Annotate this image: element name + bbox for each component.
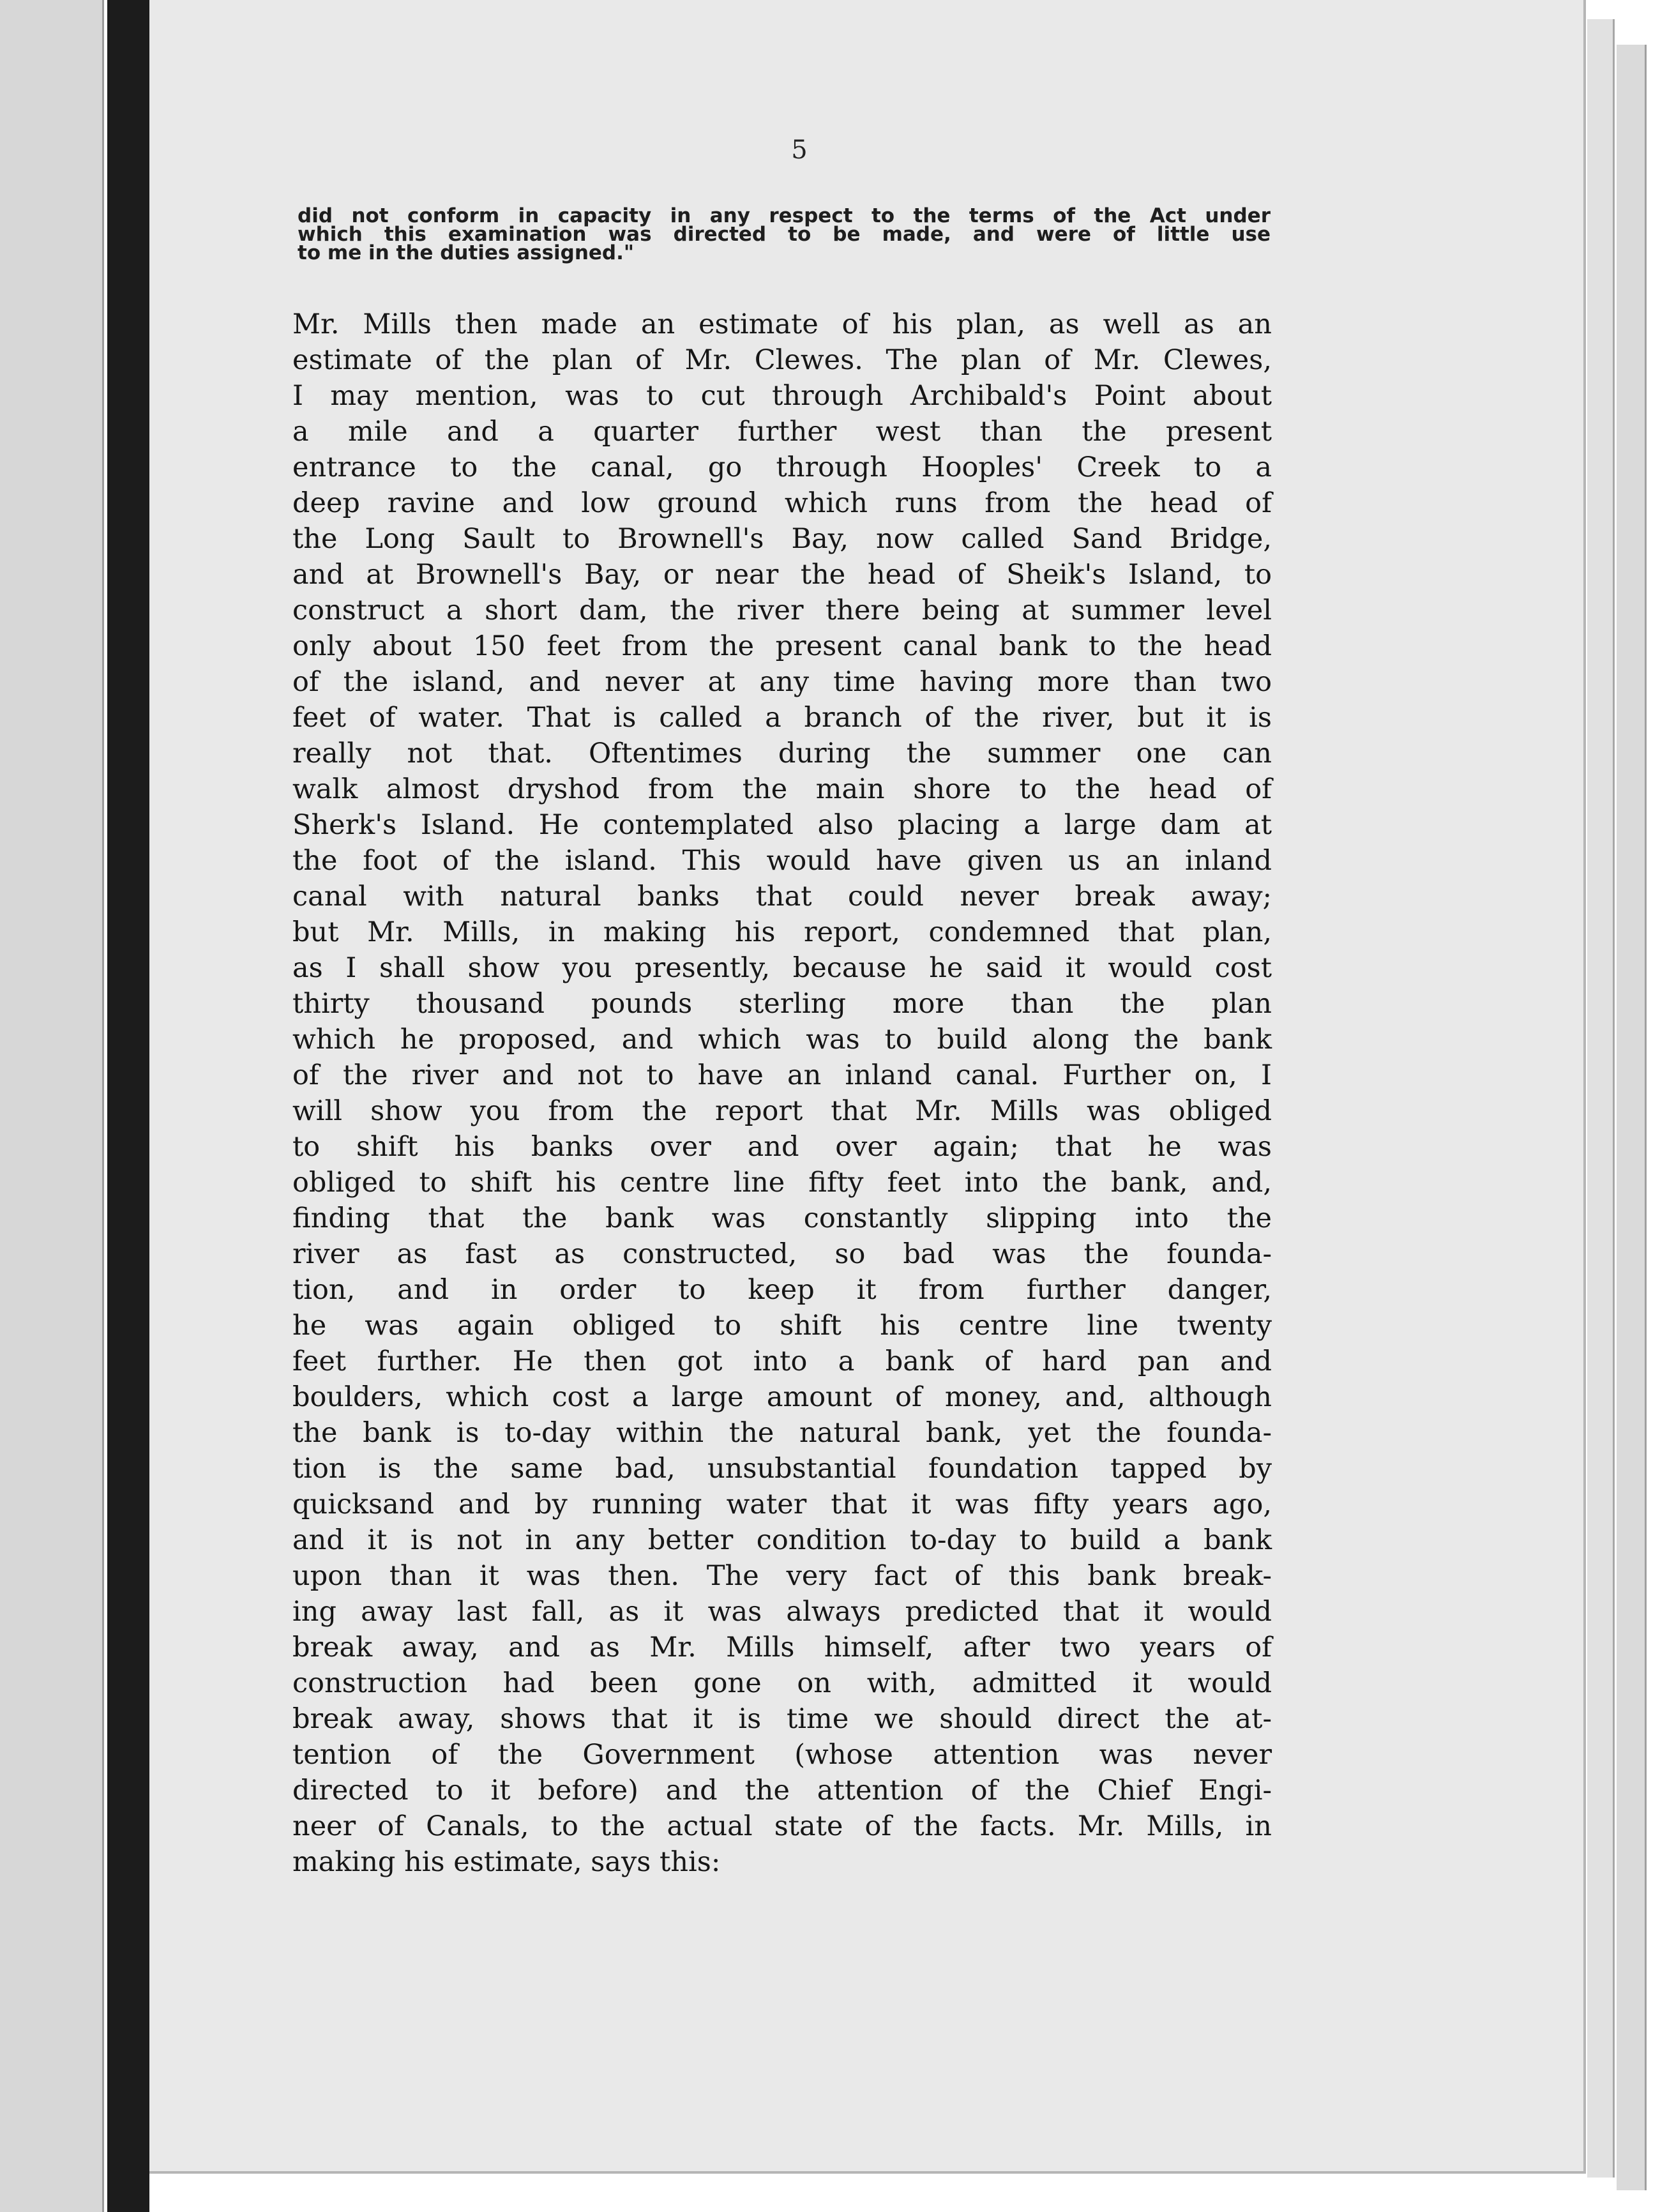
text-line: boulders, which cost a large amount of money, and, although: [292, 1381, 1272, 1413]
text-line: feet further. He then got into a bank of hard pan and: [292, 1345, 1272, 1377]
text-line: of the river and not to have an inland canal. Further on, I: [292, 1059, 1272, 1091]
page-stack-edge: [1617, 45, 1647, 2190]
quoted-passage: [298, 204, 1271, 264]
text-line: the foot of the island. This would have given us an inland: [292, 845, 1272, 877]
previous-page-edge: [0, 0, 104, 2212]
text-line: river as fast as constructed, so bad was the founda-: [292, 1238, 1272, 1270]
text-line: tion, and in order to keep it from further danger,: [292, 1274, 1272, 1306]
text-line: break away, shows that it is time we should direct the at-: [292, 1703, 1272, 1735]
body-paragraph: [292, 307, 1272, 1880]
page-number: 5: [791, 135, 808, 165]
text-line: canal with natural banks that could never break away;: [292, 881, 1272, 913]
text-line: ing away last fall, as it was always predicted that it would: [292, 1596, 1272, 1628]
text-line: I may mention, was to cut through Archibald's Point about: [292, 380, 1272, 412]
text-line: and at Brownell's Bay, or near the head of Sheik's Island, to: [292, 559, 1272, 591]
text-line: entrance to the canal, go through Hooples' Creek to a: [292, 451, 1272, 483]
text-line: which he proposed, and which was to build along the bank: [292, 1024, 1272, 1056]
text-line: thirty thousand pounds sterling more than the plan: [292, 988, 1272, 1020]
quote-line: which this examination was directed to be made, and were of little use: [298, 223, 1271, 246]
text-line: tion is the same bad, unsubstantial foundation tapped by: [292, 1453, 1272, 1485]
text-line: neer of Canals, to the actual state of the facts. Mr. Mills, in: [292, 1810, 1272, 1842]
text-line: as I shall show you presently, because he said it would cost: [292, 952, 1272, 984]
page-stack-edge: [1587, 19, 1615, 2178]
quote-line: to me in the duties assigned.": [298, 241, 635, 264]
text-line: making his estimate, says this:: [292, 1846, 721, 1878]
text-line: construct a short dam, the river there being at summer level: [292, 595, 1272, 626]
quote-line: did not conform in capacity in any respect to the terms of the Act under: [298, 204, 1271, 227]
text-line: quicksand and by running water that it was fifty years ago,: [292, 1489, 1272, 1520]
text-line: and it is not in any better condition to-day to build a bank: [292, 1524, 1272, 1556]
text-line: estimate of the plan of Mr. Clewes. The plan of Mr. Clewes,: [292, 344, 1272, 376]
text-line: will show you from the report that Mr. Mills was obliged: [292, 1095, 1272, 1127]
text-line: construction had been gone on with, admitted it would: [292, 1667, 1272, 1699]
text-line: directed to it before) and the attention of the Chief Engi-: [292, 1775, 1272, 1807]
text-line: obliged to shift his centre line fifty feet into the bank, and,: [292, 1167, 1272, 1199]
text-line: walk almost dryshod from the main shore to the head of: [292, 773, 1272, 805]
book-binding: [107, 0, 149, 2212]
text-line: a mile and a quarter further west than the present: [292, 416, 1272, 448]
text-line: the bank is to-day within the natural bank, yet the founda-: [292, 1417, 1272, 1449]
text-line: really not that. Oftentimes during the summer one can: [292, 738, 1272, 769]
text-line: he was again obliged to shift his centre line twenty: [292, 1310, 1272, 1342]
text-line: upon than it was then. The very fact of this bank break-: [292, 1560, 1272, 1592]
text-line: deep ravine and low ground which runs from the head of: [292, 487, 1272, 519]
text-line: Mr. Mills then made an estimate of his plan, as well as an: [292, 308, 1272, 340]
text-line: to shift his banks over and over again; that he was: [292, 1131, 1272, 1163]
text-line: but Mr. Mills, in making his report, condemned that plan,: [292, 916, 1272, 948]
text-line: tention of the Government (whose attention was never: [292, 1739, 1272, 1771]
text-line: only about 150 feet from the present canal bank to the head: [292, 630, 1272, 662]
text-line: of the island, and never at any time having more than two: [292, 666, 1272, 698]
text-line: Sherk's Island. He contemplated also placing a large dam at: [292, 809, 1272, 841]
text-line: feet of water. That is called a branch of the river, but it is: [292, 702, 1272, 734]
text-line: finding that the bank was constantly slipping into the: [292, 1202, 1272, 1234]
text-line: the Long Sault to Brownell's Bay, now called Sand Bridge,: [292, 523, 1272, 555]
text-line: break away, and as Mr. Mills himself, after two years of: [292, 1632, 1272, 1663]
